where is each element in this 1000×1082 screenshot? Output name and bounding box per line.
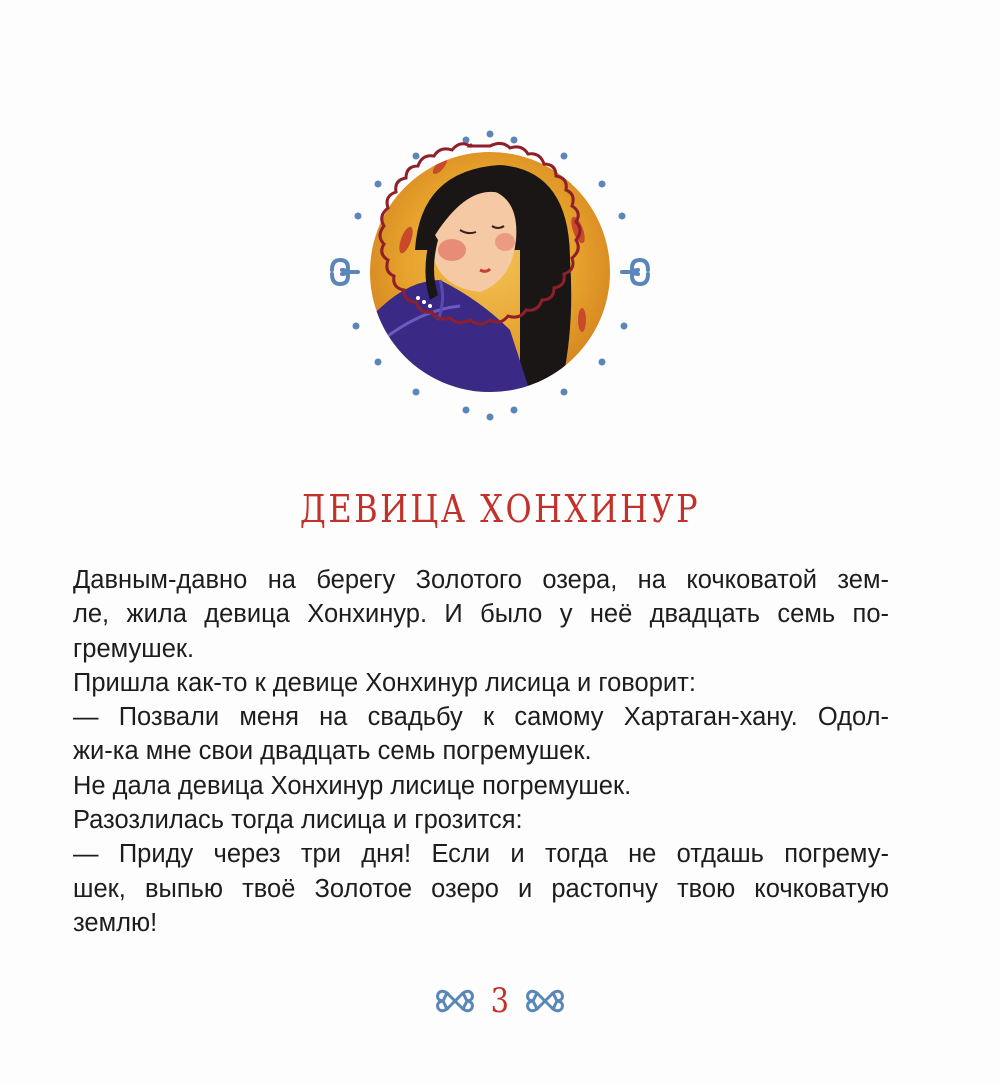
text-line: гремушек. [73, 634, 195, 663]
text-line: Разозлилась тогда лисица и грозится: [73, 806, 523, 835]
paragraph [73, 700, 889, 769]
knot-ornament-icon [525, 986, 565, 1016]
paragraph [73, 666, 889, 700]
paragraph [73, 837, 889, 940]
paragraph [73, 769, 889, 803]
paragraph [73, 563, 889, 666]
text-line: шек, выпью твоё Золотое озеро и растопчу твою кочковатую [73, 874, 889, 903]
text-line: — Позвали меня на свадьбу к самому Хартаган-хану. Одол- [73, 703, 889, 732]
knot-ornament-icon [435, 986, 475, 1016]
portrait-medallion [320, 130, 660, 430]
paragraph [73, 803, 889, 837]
text-line: Не дала девица Хонхинур лисице погремушек. [73, 771, 632, 800]
portrait-illustration [320, 130, 660, 430]
text-line: Пришла как-то к девице Хонхинур лисица и говорит: [73, 668, 696, 697]
text-line: Давным-давно на берегу Золотого озера, на кочковатой зем- [73, 566, 889, 594]
story-text [73, 563, 889, 940]
text-line: землю! [73, 908, 158, 937]
page-number: 3 [490, 981, 510, 1021]
text-line: жи-ка мне свои двадцать семь погремушек. [73, 737, 592, 766]
story-title: ДЕВИЦА ХОНХИНУР [299, 487, 701, 532]
text-line: ле, жила девица Хонхинур. И было у неё двадцать семь по- [73, 600, 889, 629]
text-line: — Приду через три дня! Если и тогда не отдашь погрему- [73, 840, 889, 869]
side-ornament-right [622, 260, 648, 284]
side-ornament-left [332, 260, 358, 284]
page-footer [0, 978, 1000, 1024]
